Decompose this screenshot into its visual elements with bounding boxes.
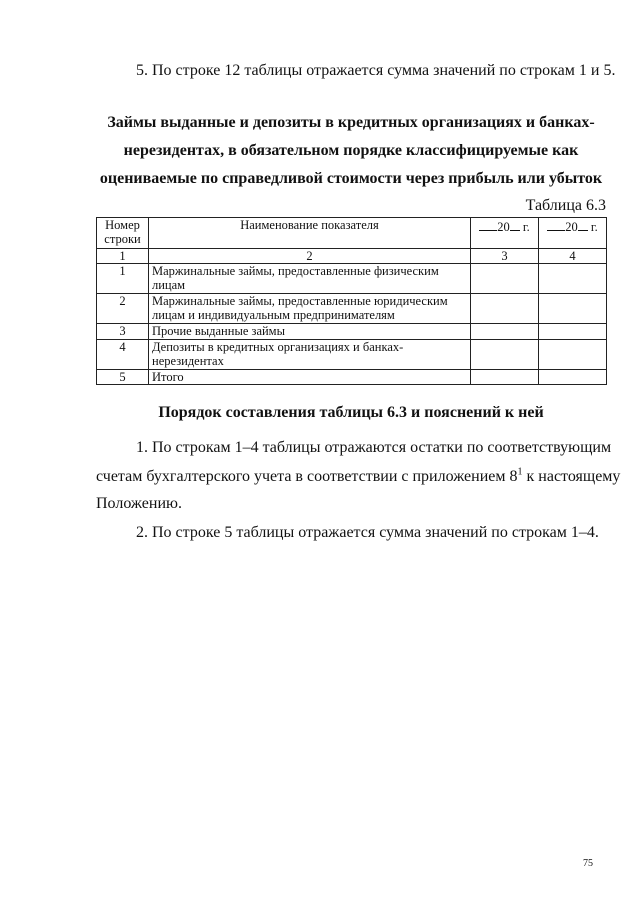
table-label: Таблица 6.3 [525, 197, 606, 214]
paragraph-1-line-1: 1. По строкам 1–4 таблицы отражаются остатки по соответствующим [136, 439, 612, 456]
page-number: 75 [583, 858, 593, 869]
value-cell [539, 324, 607, 340]
row-name: Маржинальные займы, предоставленные юридическим лицам и индивидуальным предпринимателям [149, 294, 471, 324]
paragraph-1-line-3: Положению. [96, 495, 182, 512]
value-cell [539, 264, 607, 294]
row-name: Итого [149, 370, 471, 385]
row-name: Прочие выданные займы [149, 324, 471, 340]
header-year-2: 20 г. [539, 218, 607, 249]
table-row [97, 340, 607, 370]
value-cell [539, 370, 607, 385]
column-number: 1 [97, 249, 149, 264]
header-year-1: 20 г. [471, 218, 539, 249]
section-heading-line-3: оцениваемые по справедливой стоимости через прибыль или убыток [99, 170, 603, 187]
row-name: Маржинальные займы, предоставленные физическим лицам [149, 264, 471, 294]
row-name: Депозиты в кредитных организациях и банках-нерезидентах [149, 340, 471, 370]
value-cell [471, 370, 539, 385]
table-row [97, 294, 607, 324]
table-row [97, 370, 607, 385]
footnote-superscript: 1 [517, 466, 523, 478]
row-number: 4 [97, 340, 149, 370]
paragraph-2: 2. По строке 5 таблицы отражается сумма значений по строкам 1–4. [136, 524, 599, 541]
header-row-number: Номер строки [97, 218, 149, 249]
column-number: 2 [149, 249, 471, 264]
row-number: 5 [97, 370, 149, 385]
intro-paragraph: 5. По строке 12 таблицы отражается сумма значений по строкам 1 и 5. [136, 62, 616, 79]
value-cell [539, 294, 607, 324]
table-row [97, 264, 607, 294]
header-indicator-name: Наименование показателя [149, 218, 471, 249]
row-number: 2 [97, 294, 149, 324]
table-row [97, 324, 607, 340]
column-number: 3 [471, 249, 539, 264]
column-number: 4 [539, 249, 607, 264]
data-table [96, 217, 607, 385]
value-cell [471, 324, 539, 340]
value-cell [539, 340, 607, 370]
table-header-row [97, 218, 607, 249]
value-cell [471, 264, 539, 294]
section-heading-line-2: нерезидентах, в обязательном порядке классифицируемые как [123, 142, 579, 159]
procedure-heading: Порядок составления таблицы 6.3 и пояснений к ней [158, 404, 544, 421]
row-number: 3 [97, 324, 149, 340]
paragraph-1-line-2: счетам бухгалтерского учета в соответствии с приложением $8^1$ к настоящему [96, 466, 621, 485]
row-number: 1 [97, 264, 149, 294]
value-cell [471, 294, 539, 324]
value-cell [471, 340, 539, 370]
column-number-row [97, 249, 607, 264]
section-heading-line-1: Займы выданные и депозиты в кредитных организациях и банках- [107, 114, 595, 131]
